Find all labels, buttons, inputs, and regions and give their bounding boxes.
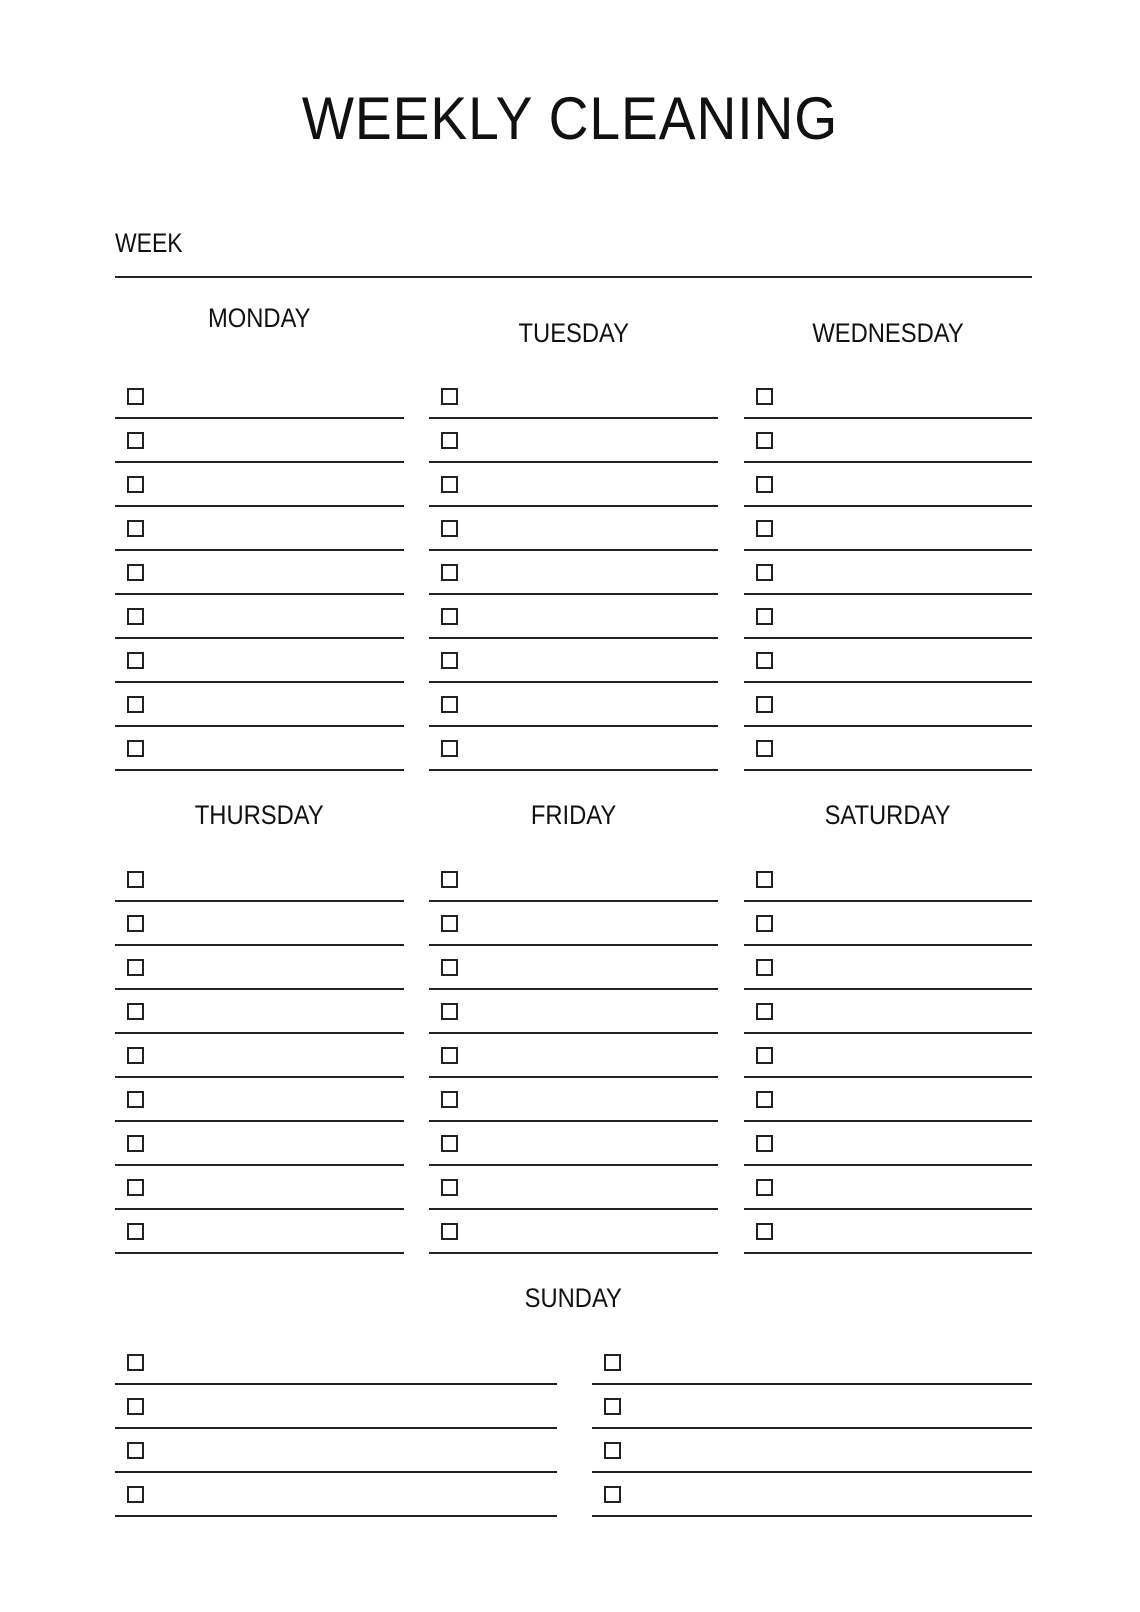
task-row-sunday-7[interactable] <box>592 1429 1032 1473</box>
checkbox[interactable] <box>756 915 773 932</box>
task-row-monday-9[interactable] <box>115 727 404 771</box>
task-row-saturday-5[interactable] <box>744 1034 1032 1078</box>
task-row-monday-1[interactable] <box>115 375 404 419</box>
task-row-tuesday-7[interactable] <box>429 639 718 683</box>
checkbox[interactable] <box>756 388 773 405</box>
task-row-friday-6[interactable] <box>429 1078 718 1122</box>
task-row-sunday-4[interactable] <box>115 1473 557 1517</box>
week-input-line[interactable] <box>115 276 1032 278</box>
task-row-monday-6[interactable] <box>115 595 404 639</box>
task-row-thursday-4[interactable] <box>115 990 404 1034</box>
task-row-wednesday-2[interactable] <box>744 419 1032 463</box>
checkbox[interactable] <box>127 652 144 669</box>
checkbox[interactable] <box>441 476 458 493</box>
task-row-wednesday-6[interactable] <box>744 595 1032 639</box>
checkbox[interactable] <box>756 1091 773 1108</box>
checkbox[interactable] <box>127 740 144 757</box>
day-heading-friday: FRIDAY <box>530 800 617 830</box>
checkbox[interactable] <box>756 1135 773 1152</box>
task-row-saturday-4[interactable] <box>744 990 1032 1034</box>
task-row-friday-3[interactable] <box>429 946 718 990</box>
checkbox[interactable] <box>441 915 458 932</box>
checkbox[interactable] <box>441 520 458 537</box>
checkbox[interactable] <box>756 564 773 581</box>
checkbox[interactable] <box>441 1223 458 1240</box>
checkbox[interactable] <box>127 608 144 625</box>
task-row-sunday-1[interactable] <box>115 1341 557 1385</box>
task-row-thursday-2[interactable] <box>115 902 404 946</box>
checkbox[interactable] <box>756 432 773 449</box>
checkbox[interactable] <box>127 1047 144 1064</box>
checkbox[interactable] <box>441 740 458 757</box>
task-row-friday-5[interactable] <box>429 1034 718 1078</box>
day-heading-tuesday: TUESDAY <box>518 318 629 348</box>
checkbox[interactable] <box>127 520 144 537</box>
task-row-saturday-6[interactable] <box>744 1078 1032 1122</box>
checkbox[interactable] <box>127 696 144 713</box>
task-row-monday-8[interactable] <box>115 683 404 727</box>
task-row-monday-2[interactable] <box>115 419 404 463</box>
task-row-tuesday-9[interactable] <box>429 727 718 771</box>
checkbox[interactable] <box>441 564 458 581</box>
checkbox[interactable] <box>127 1135 144 1152</box>
day-heading-monday: MONDAY <box>208 303 311 333</box>
task-row-saturday-7[interactable] <box>744 1122 1032 1166</box>
task-row-thursday-5[interactable] <box>115 1034 404 1078</box>
day-heading-sunday: SUNDAY <box>524 1283 623 1313</box>
checkbox[interactable] <box>756 696 773 713</box>
checkbox[interactable] <box>756 871 773 888</box>
task-row-thursday-3[interactable] <box>115 946 404 990</box>
checkbox[interactable] <box>441 696 458 713</box>
task-row-wednesday-7[interactable] <box>744 639 1032 683</box>
day-heading-thursday: THURSDAY <box>195 800 324 830</box>
checkbox[interactable] <box>441 1135 458 1152</box>
checkbox[interactable] <box>756 608 773 625</box>
task-row-saturday-1[interactable] <box>744 858 1032 902</box>
checkbox[interactable] <box>127 959 144 976</box>
task-row-monday-4[interactable] <box>115 507 404 551</box>
checkbox[interactable] <box>756 652 773 669</box>
checkbox[interactable] <box>127 1354 144 1371</box>
checkbox[interactable] <box>604 1354 621 1371</box>
page-title: WEEKLY CLEANING <box>301 85 839 152</box>
task-row-wednesday-5[interactable] <box>744 551 1032 595</box>
checkbox[interactable] <box>756 740 773 757</box>
task-row-tuesday-3[interactable] <box>429 463 718 507</box>
task-row-wednesday-8[interactable] <box>744 683 1032 727</box>
task-row-saturday-9[interactable] <box>744 1210 1032 1254</box>
task-row-tuesday-5[interactable] <box>429 551 718 595</box>
checkbox[interactable] <box>441 959 458 976</box>
checkbox[interactable] <box>127 1091 144 1108</box>
task-row-sunday-6[interactable] <box>592 1385 1032 1429</box>
checkbox[interactable] <box>127 564 144 581</box>
checkbox[interactable] <box>127 915 144 932</box>
task-row-friday-2[interactable] <box>429 902 718 946</box>
task-row-thursday-8[interactable] <box>115 1166 404 1210</box>
checkbox[interactable] <box>756 1047 773 1064</box>
task-row-sunday-5[interactable] <box>592 1341 1032 1385</box>
task-row-friday-4[interactable] <box>429 990 718 1034</box>
task-row-monday-3[interactable] <box>115 463 404 507</box>
task-row-thursday-1[interactable] <box>115 858 404 902</box>
task-row-saturday-2[interactable] <box>744 902 1032 946</box>
checkbox[interactable] <box>441 432 458 449</box>
checkbox[interactable] <box>604 1442 621 1459</box>
task-row-saturday-3[interactable] <box>744 946 1032 990</box>
checkbox[interactable] <box>127 1442 144 1459</box>
checkbox[interactable] <box>127 1179 144 1196</box>
checkbox[interactable] <box>756 1003 773 1020</box>
checkbox[interactable] <box>127 1003 144 1020</box>
day-heading-saturday: SATURDAY <box>825 800 951 830</box>
checkbox[interactable] <box>441 1091 458 1108</box>
checkbox[interactable] <box>441 1179 458 1196</box>
task-row-saturday-8[interactable] <box>744 1166 1032 1210</box>
checkbox[interactable] <box>604 1398 621 1415</box>
checkbox[interactable] <box>756 476 773 493</box>
checkbox[interactable] <box>756 1223 773 1240</box>
task-row-friday-1[interactable] <box>429 858 718 902</box>
checkbox[interactable] <box>756 520 773 537</box>
checkbox[interactable] <box>127 1223 144 1240</box>
task-row-tuesday-1[interactable] <box>429 375 718 419</box>
task-row-thursday-6[interactable] <box>115 1078 404 1122</box>
checkbox[interactable] <box>441 652 458 669</box>
checkbox[interactable] <box>604 1486 621 1503</box>
task-row-thursday-7[interactable] <box>115 1122 404 1166</box>
day-heading-wednesday: WEDNESDAY <box>812 318 964 348</box>
task-row-sunday-8[interactable] <box>592 1473 1032 1517</box>
task-row-tuesday-4[interactable] <box>429 507 718 551</box>
checkbox[interactable] <box>441 388 458 405</box>
task-row-wednesday-9[interactable] <box>744 727 1032 771</box>
checkbox[interactable] <box>127 1486 144 1503</box>
checkbox[interactable] <box>127 871 144 888</box>
task-row-thursday-9[interactable] <box>115 1210 404 1254</box>
task-row-friday-7[interactable] <box>429 1122 718 1166</box>
task-row-wednesday-4[interactable] <box>744 507 1032 551</box>
task-row-monday-5[interactable] <box>115 551 404 595</box>
checkbox[interactable] <box>756 959 773 976</box>
checkbox[interactable] <box>127 432 144 449</box>
task-row-tuesday-6[interactable] <box>429 595 718 639</box>
checkbox[interactable] <box>441 1047 458 1064</box>
task-row-friday-8[interactable] <box>429 1166 718 1210</box>
checkbox[interactable] <box>127 388 144 405</box>
checkbox[interactable] <box>441 1003 458 1020</box>
task-row-monday-7[interactable] <box>115 639 404 683</box>
task-row-sunday-2[interactable] <box>115 1385 557 1429</box>
checkbox[interactable] <box>127 1398 144 1415</box>
checkbox[interactable] <box>127 476 144 493</box>
task-row-wednesday-3[interactable] <box>744 463 1032 507</box>
task-row-tuesday-2[interactable] <box>429 419 718 463</box>
checkbox[interactable] <box>441 871 458 888</box>
task-row-friday-9[interactable] <box>429 1210 718 1254</box>
week-label: WEEK <box>115 228 183 258</box>
task-row-sunday-3[interactable] <box>115 1429 557 1473</box>
checkbox[interactable] <box>441 608 458 625</box>
checkbox[interactable] <box>756 1179 773 1196</box>
task-row-wednesday-1[interactable] <box>744 375 1032 419</box>
task-row-tuesday-8[interactable] <box>429 683 718 727</box>
